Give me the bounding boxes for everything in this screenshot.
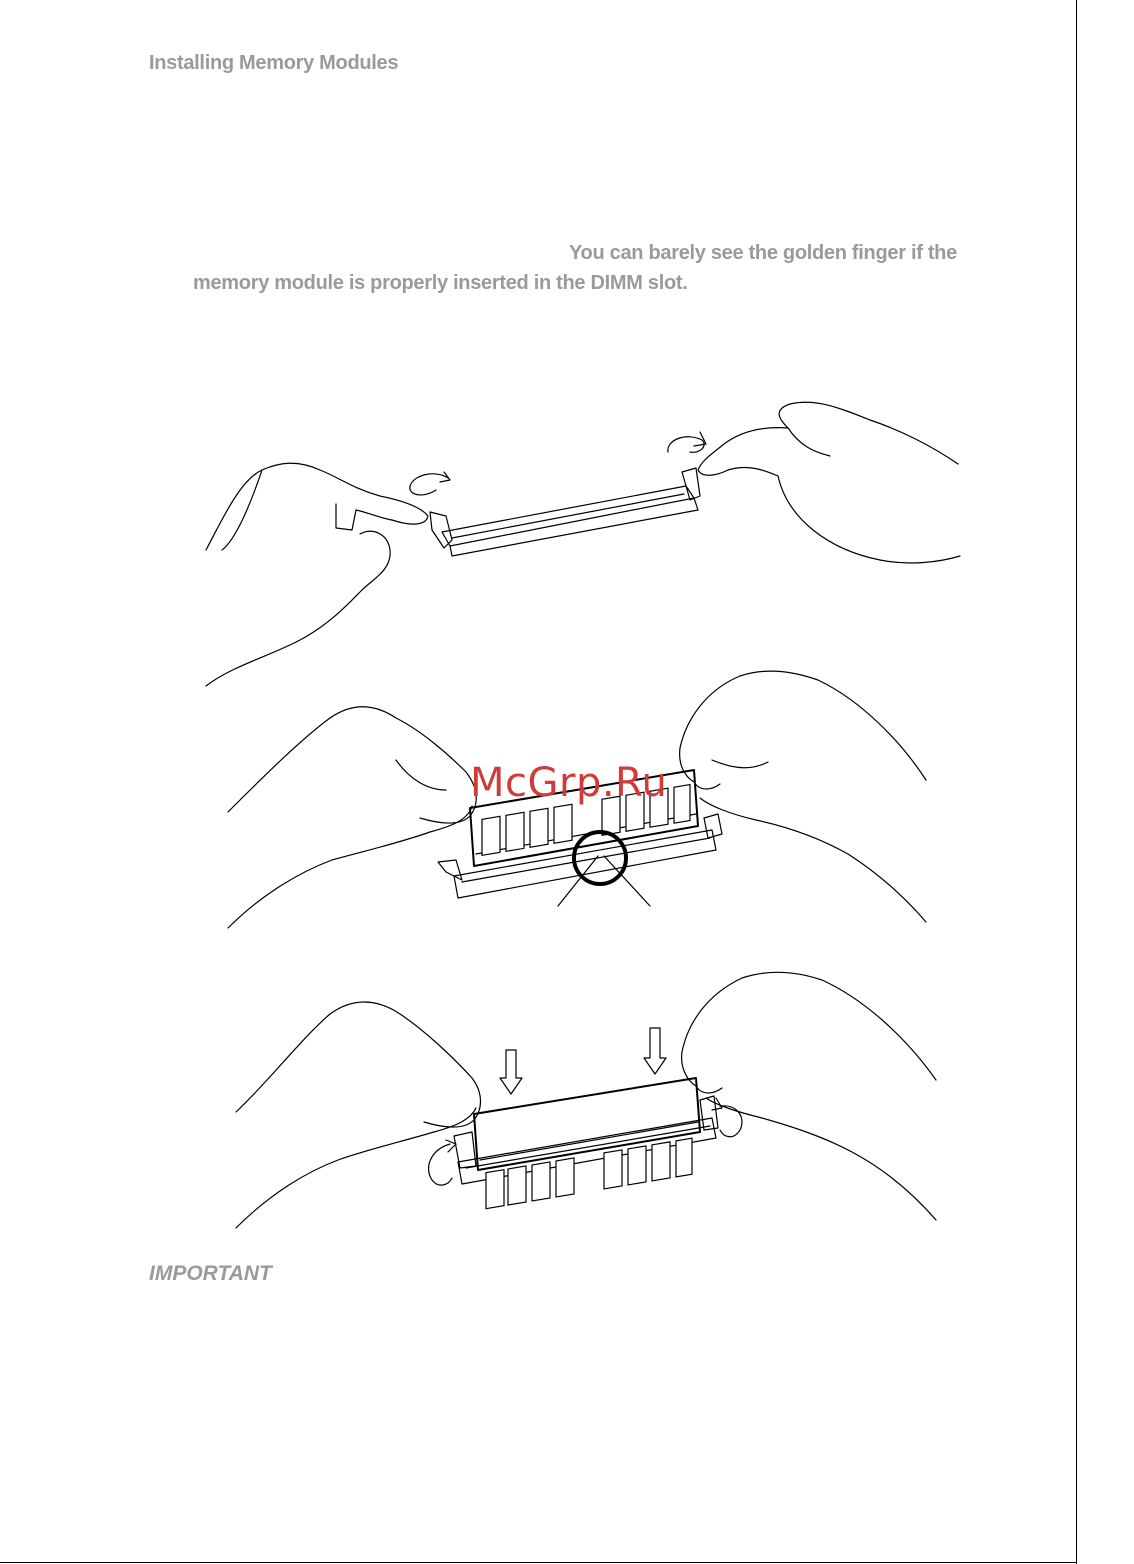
left-hand — [236, 1002, 481, 1127]
note-line-2: memory module is properly inserted in the DIMM slot. — [193, 272, 688, 294]
clip-rotate-left-icon — [429, 1144, 452, 1185]
important-label: IMPORTANT — [149, 1262, 272, 1285]
right-hand — [680, 671, 926, 789]
figure-open-clips — [206, 402, 960, 686]
left-latch — [430, 512, 452, 548]
section-heading: Installing Memory Modules — [149, 52, 399, 74]
note-line-1: You can barely see the golden finger if the — [569, 242, 957, 264]
right-latch — [682, 468, 700, 500]
clip-rotate-right-icon — [720, 1106, 742, 1137]
press-arrow-left-icon — [500, 1050, 522, 1094]
watermark: McGrp.Ru — [470, 760, 668, 806]
right-hand — [682, 972, 936, 1093]
left-hand — [228, 707, 476, 823]
module-chips — [486, 1138, 692, 1208]
left-hand — [206, 463, 428, 550]
figure-press-down — [236, 972, 936, 1228]
right-hand — [698, 402, 960, 563]
rotate-arrow-right-icon — [668, 437, 704, 453]
rotate-arrow-left-icon — [410, 474, 448, 495]
press-arrow-right-icon — [644, 1028, 666, 1074]
